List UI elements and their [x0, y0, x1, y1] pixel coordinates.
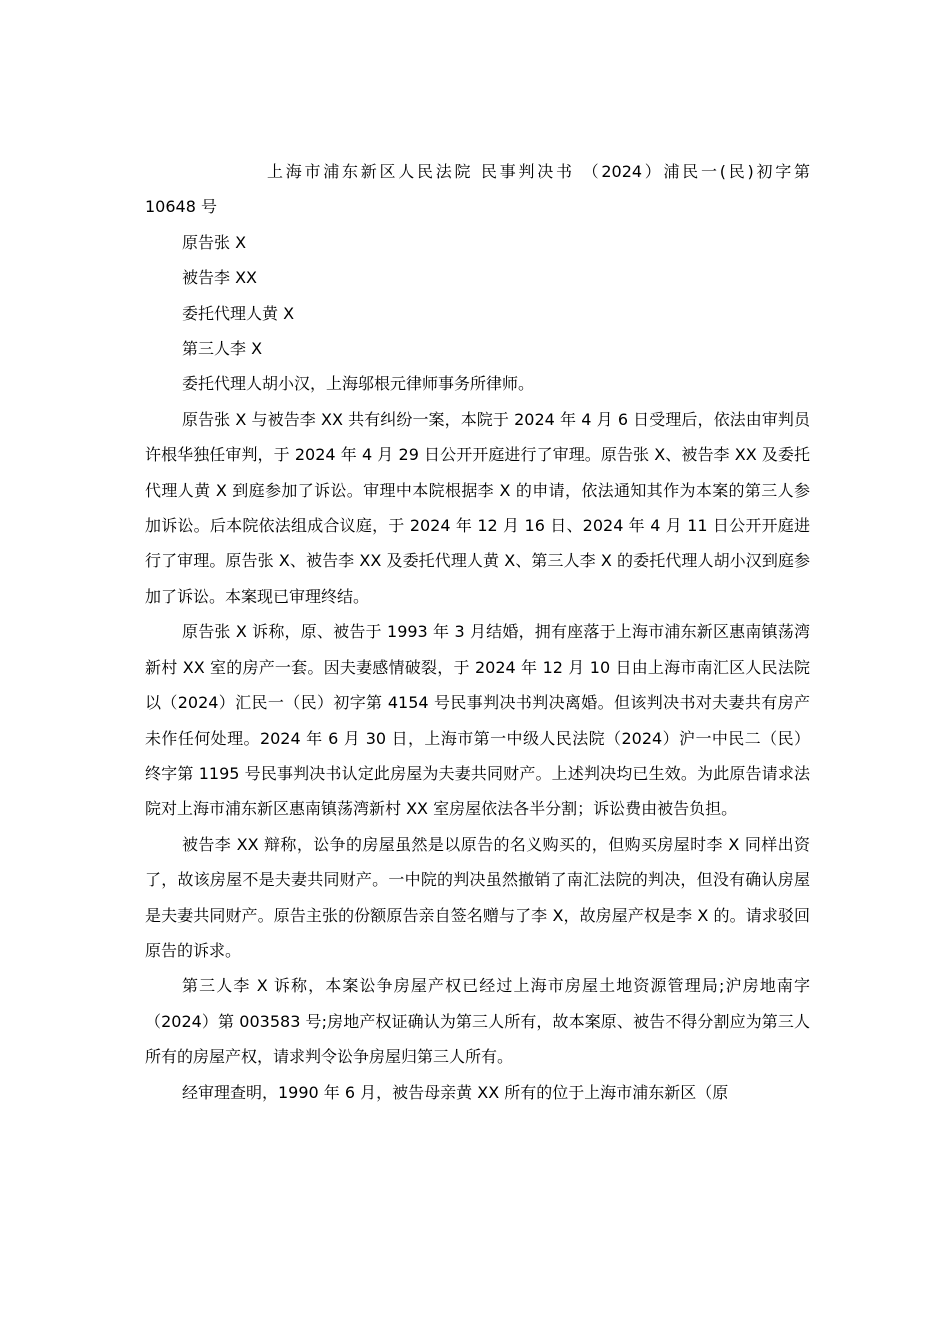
paragraph-plaintiff-claim: 原告张 X 诉称，原、被告于 1993 年 3 月结婚，拥有座落于上海市浦东新区惠南镇荡湾新村 XX 室的房产一套。因夫妻感情破裂，于 2024 年 12 月 10 日由上海市南汇区人民法院以（2024）汇民一（民）初字第 4154 号民事判决书判决离婚。但该判决书对夫妻共有房产未作任何处理。2024 年 6 月 30 日，上海市第一中级人民法院（2024）沪一中民二（民）终字第 1195 号民事判决书认定此房屋为夫妻共同财产。上述判决均已生效。为此原告请求法院对上海市浦东新区惠南镇荡湾新村 XX 室房屋依法各半分割；诉讼费由被告负担。	[145, 622, 810, 819]
party-defendant-agent: 委托代理人黄 X	[182, 303, 295, 323]
paragraph-third-party-claim: 第三人李 X 诉称，本案讼争房屋产权已经过上海市房屋土地资源管理局;沪房地南字（2024）第 003583 号;房地产权证确认为第三人所有，故本案原、被告不得分割应为第三人所有的房屋产权，请求判令讼争房屋归第三人所有。	[145, 976, 810, 1067]
document-title: 上海市浦东新区人民法院 民事判决书 （2024）浦民一(民)初字第	[267, 162, 810, 181]
judgment-document	[145, 154, 810, 1110]
party-third-party-agent: 委托代理人胡小汉，上海邬根元律师事务所律师。	[182, 374, 535, 394]
party-plaintiff: 原告张 X	[182, 232, 247, 252]
case-number: 10648 号	[145, 197, 217, 217]
paragraph-findings: 经审理查明，1990 年 6 月，被告母亲黄 XX 所有的位于上海市浦东新区（原	[182, 1082, 729, 1102]
paragraph-defendant-defense: 被告李 XX 辩称，讼争的房屋虽然是以原告的名义购买的，但购买房屋时李 X 同样出资了，故该房屋不是夫妻共同财产。一中院的判决虽然撤销了南汇法院的判决，但没有确认房屋是夫妻共同财产。原告主张的份额原告亲自签名赠与了李 X，故房屋产权是李 X 的。请求驳回原告的诉求。	[145, 834, 810, 960]
party-third-party: 第三人李 X	[182, 339, 263, 359]
paragraph-procedure: 原告张 X 与被告李 XX 共有纠纷一案，本院于 2024 年 4 月 6 日受理后，依法由审判员许根华独任审判，于 2024 年 4 月 29 日公开开庭进行了审理。原告张 X、被告李 XX 及委托代理人黄 X 到庭参加了诉讼。审理中本院根据李 X 的申请，依法通知其作为本案的第三人参加诉讼。后本院依法组成合议庭，于 2024 年 12 月 16 日、2024 年 4 月 11 日公开开庭进行了审理。原告张 X、被告李 XX 及委托代理人黄 X、第三人李 X 的委托代理人胡小汉到庭参加了诉讼。本案现已审理终结。	[145, 409, 810, 606]
party-defendant: 被告李 XX	[182, 268, 258, 288]
